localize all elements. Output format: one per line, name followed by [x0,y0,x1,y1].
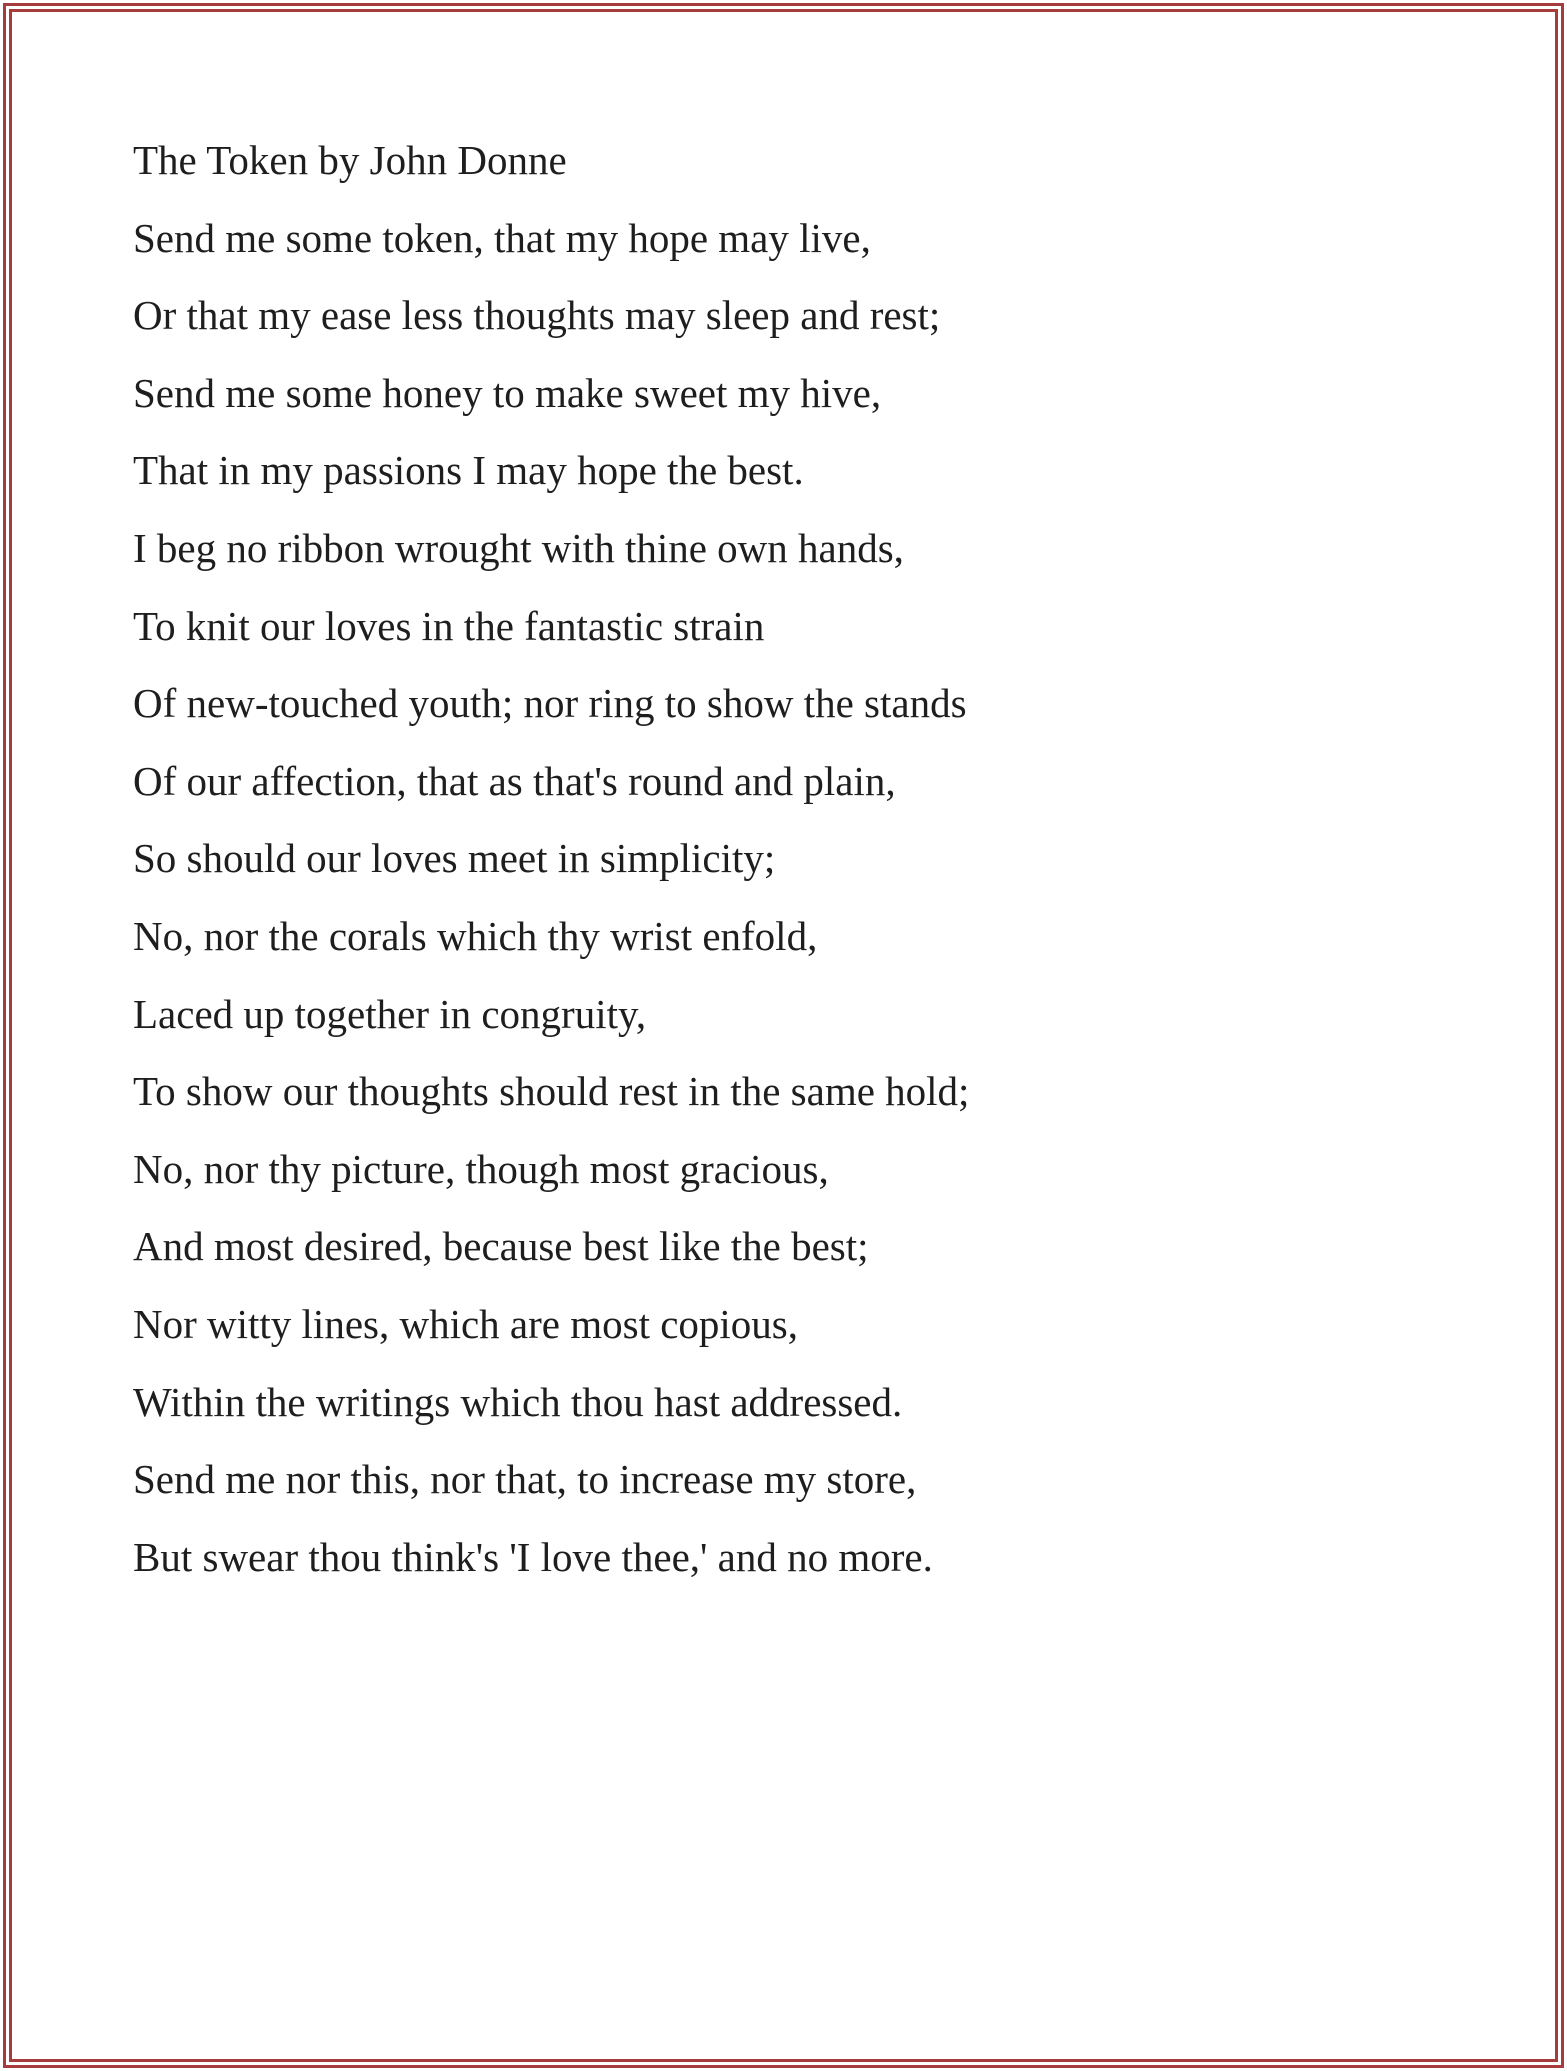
poem-line-17: Send me nor this, nor that, to increase my store, [133,1456,917,1503]
poem-line-15: Nor witty lines, which are most copious, [133,1300,799,1347]
poem-line-3: Send me some honey to make sweet my hive, [133,369,882,416]
poem-line-8: Of our affection, that as that's round and plain, [133,757,896,804]
poem-line-9: So should our loves meet in simplicity; [133,835,776,882]
poem-line-2: Or that my ease less thoughts may sleep and rest; [133,292,941,339]
poem-line-11: Laced up together in congruity, [133,990,647,1037]
poem-line-5: I beg no ribbon wrought with thine own hands, [133,524,904,571]
poem-line-7: Of new-touched youth; nor ring to show the stands [133,680,967,727]
poem-line-16: Within the writings which thou hast addressed. [133,1378,903,1425]
poem-line-18: But swear thou think's 'I love thee,' and no more. [133,1533,933,1580]
poem [133,128,1433,1602]
poem-line-6: To knit our loves in the fantastic strain [133,602,765,649]
poem-title: The Token by John Donne [133,137,567,183]
poem-line-1: Send me some token, that my hope may live, [133,214,871,261]
poem-line-10: No, nor the corals which thy wrist enfold, [133,912,818,959]
poem-line-14: And most desired, because best like the best; [133,1223,869,1270]
poem-line-4: That in my passions I may hope the best. [133,447,804,494]
poem-line-12: To show our thoughts should rest in the same hold; [133,1068,970,1115]
poem-line-13: No, nor thy picture, though most gracious, [133,1145,829,1192]
